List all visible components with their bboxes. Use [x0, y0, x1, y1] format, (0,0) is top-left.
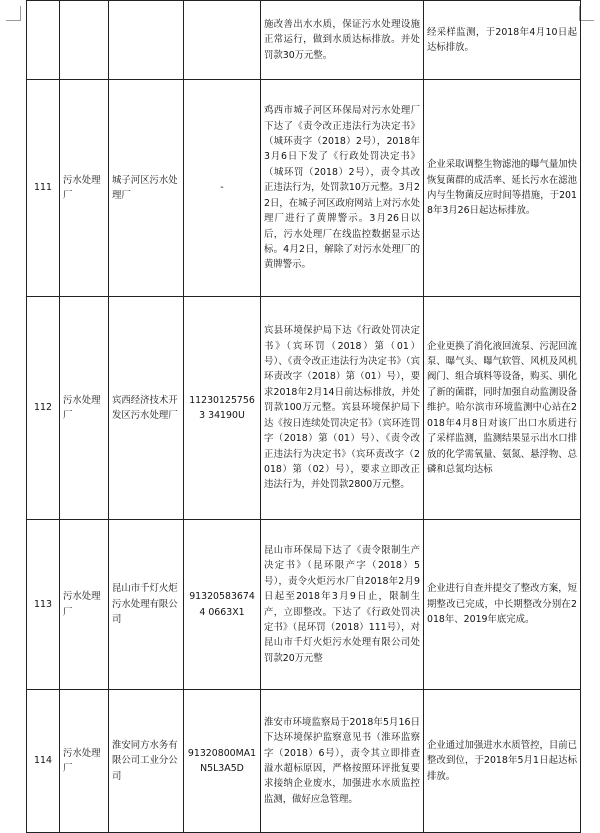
table-row — [27, 80, 581, 297]
facility-name: 昆山市千灯火炬污水处理有限公司 — [109, 520, 184, 690]
table-row — [27, 520, 581, 690]
enforcement-action — [261, 520, 424, 690]
facility-name: 城子河区污水处理厂 — [109, 80, 184, 297]
enforcement-table — [26, 0, 581, 833]
rectification-status — [424, 690, 581, 833]
credit-code: 913205836744 0663X1 — [184, 520, 261, 690]
credit-code: 91320800MA1 N5L3A5D — [184, 690, 261, 833]
table-row — [27, 297, 581, 520]
credit-code — [184, 1, 261, 80]
page-corner-mark — [579, 6, 594, 21]
row-number: 111 — [27, 80, 60, 297]
facility-type: 污水处理厂 — [60, 690, 109, 833]
rectification-status — [424, 297, 581, 520]
rectification-text: 企业更换了消化液回流泵、污泥回流泵、曝气头、曝气软管、风机及风机阀门、组合填料等设备，购买、驯化了新的菌群，同时加强自动监测设备维护。哈尔滨市环境监测中心站在2018年4月8日对该厂出口水质进行了采样监测，监测结果显示出水口排放的化学需氧量、氨氮、悬浮物、总磷和总氮均达标 — [427, 340, 578, 475]
facility-type: 污水处理厂 — [60, 80, 109, 297]
enforcement-action — [261, 297, 424, 520]
rectification-text: 企业通过加强进水水质管控，目前已整改到位，于2018年5月1日起达标排放。 — [427, 739, 578, 782]
facility-name — [109, 1, 184, 80]
rectification-text: 经采样监测，于2018年4月10日起达标排放。 — [427, 26, 577, 53]
credit-code: - — [184, 80, 261, 297]
credit-code: 112301257563 34190U — [184, 297, 261, 520]
row-number: 113 — [27, 520, 60, 690]
enforcement-action-text: 鸡西市城子河区环保局对污水处理厂下达了《责令改正违法行为决定书》（城环责字（2018）2号），2018年3月6日下发了《行政处罚决定书》（城环罚（2018）2号），责令其改正违法行为，处罚款10万元整。3月22日，在城子河区政府网站上对污水处理厂进行了黄牌警示。3月26日以后，污水处理厂在线监控数据显示达标。4月2日，解除了对污水处理厂的黄牌警示。 — [264, 105, 420, 271]
row-number — [27, 1, 60, 80]
row-number: 114 — [27, 690, 60, 833]
rectification-text: 企业采取调整生物滤池的曝气量加快恢复菌群的成活率、延长污水在滤池内与生物菌反应时间等措施，于2018年3月26日起达标排放。 — [427, 159, 578, 217]
enforcement-action-text: 淮安市环境监察局于2018年5月16日下达环境保护监察意见书（淮环监察字（2018）6号），责令其立即排查溢水超标原因，严格按照环评批复要求接纳企业废水，加强进水水质监控监测，做好应急管理。 — [264, 716, 420, 805]
enforcement-action — [261, 80, 424, 297]
page-corner-mark — [6, 6, 21, 21]
facility-name: 宾西经济技术开发区污水处理厂 — [109, 297, 184, 520]
enforcement-action-text: 施改善出水水质，保证污水处理设施正常运行，做到水质达标排放。并处罚款30万元整。 — [264, 18, 420, 61]
table-row — [27, 690, 581, 833]
table-row — [27, 1, 581, 80]
enforcement-action — [261, 1, 424, 80]
row-number: 112 — [27, 297, 60, 520]
facility-type: 污水处理厂 — [60, 297, 109, 520]
rectification-text: 企业进行自查并提交了整改方案，短期整改已完成，中长期整改分别在2018年、2019年底完成。 — [427, 583, 578, 626]
rectification-status — [424, 1, 581, 80]
facility-name: 淮安同方水务有限公司工业分公司 — [109, 690, 184, 833]
enforcement-action-text: 宾县环境保护局下达《行政处罚决定书》（宾环罚（2018）第（01）号）、《责令改正违法行为决定书》（宾环责改字（2018）第（01）号），要求2018年2月14日前达标排放，并处罚款100万元整。宾县环境保护局下达《按日连续处罚决定书》（宾环连罚字（2018）第（01）号）、《责令改正违法行为决定书》（宾环责改字（2018）第（02）号），要求立即改正违法行为，并处罚款2800万元整。 — [264, 325, 420, 491]
facility-type: 污水处理厂 — [60, 520, 109, 690]
facility-type — [60, 1, 109, 80]
enforcement-action-text: 昆山市环保局下达了《责令限制生产决定书》（昆环限产字（2018）5号），责令火炬污水厂自2018年2月9日起至2018年3月9日止，限制生产，立即整改。下达了《行政处罚决定书》（昆环罚（2018）111号），对昆山市千灯火炬污水处理有限公司处罚款20万元整 — [264, 544, 420, 664]
enforcement-action — [261, 690, 424, 833]
rectification-status — [424, 520, 581, 690]
rectification-status — [424, 80, 581, 297]
